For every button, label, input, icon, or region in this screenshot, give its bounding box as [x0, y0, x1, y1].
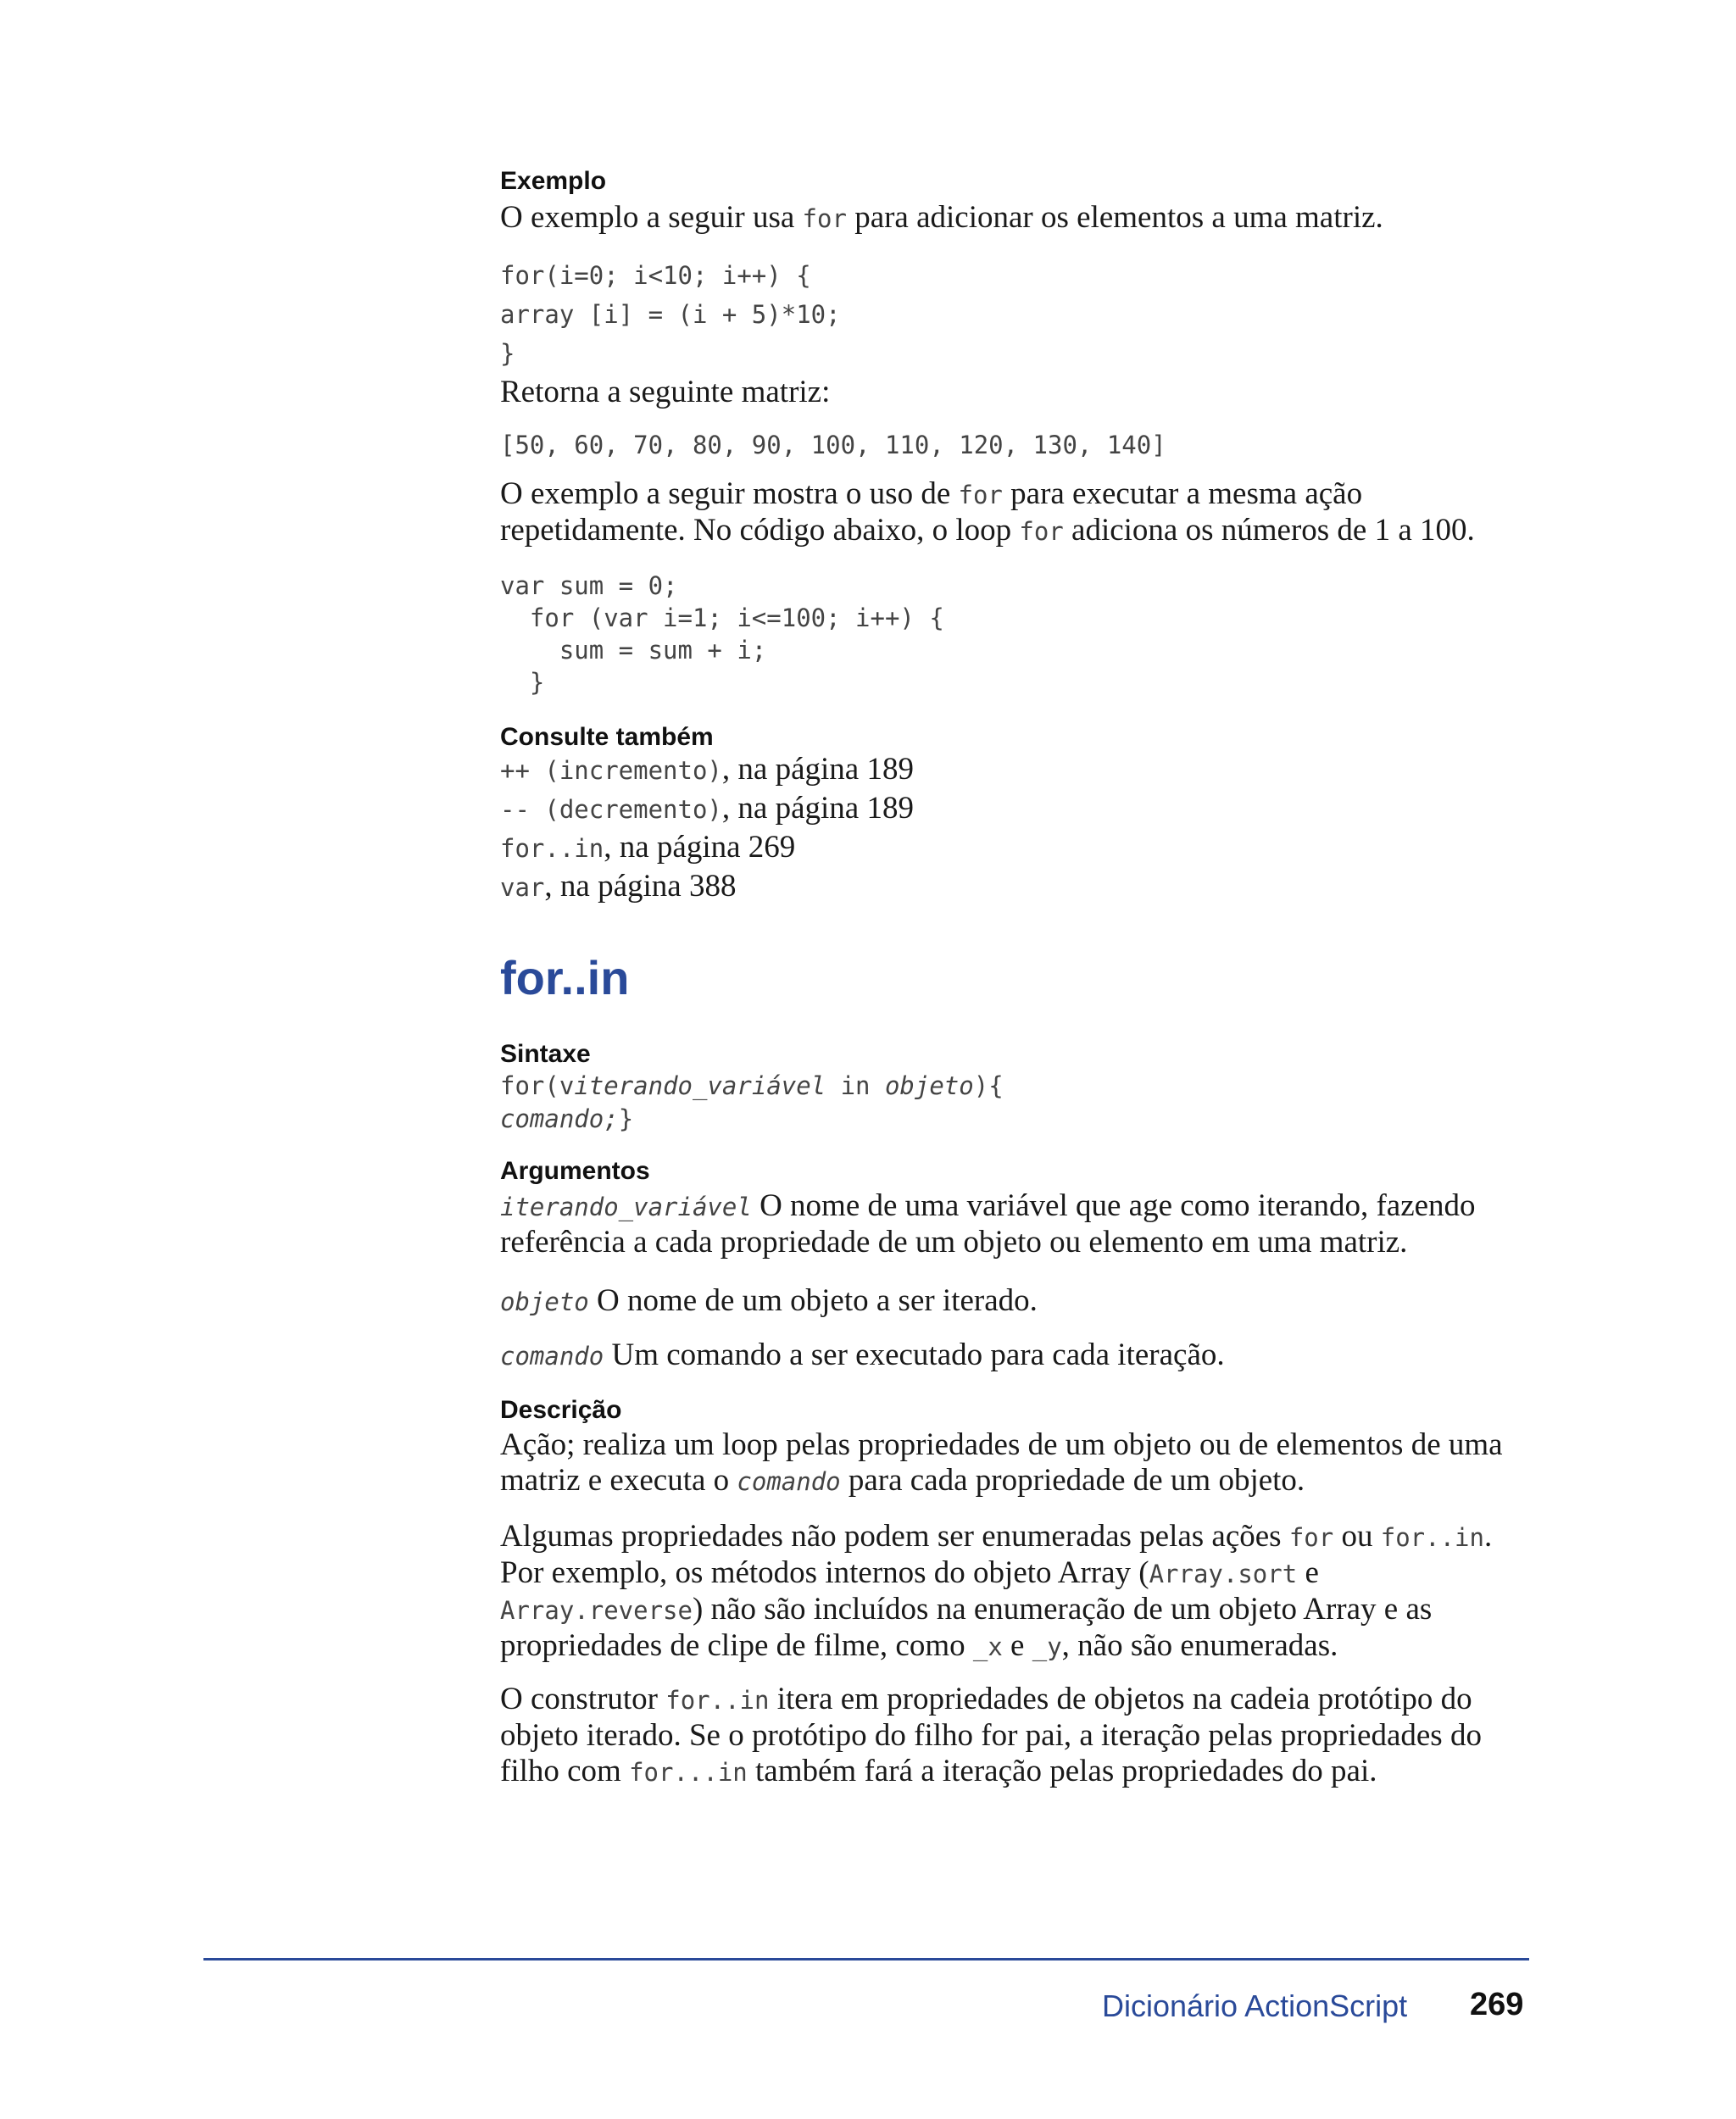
desc2-g: , não são enumeradas. [1061, 1628, 1338, 1663]
array-output-block [500, 431, 1526, 459]
sintaxe-heading-block [500, 1039, 1526, 1070]
syntax-obj: objeto [884, 1071, 974, 1100]
footer-rule [203, 1958, 1529, 1960]
sintaxe-heading: Sintaxe [500, 1040, 591, 1068]
ref-text: , na página 269 [604, 830, 796, 865]
ref-text: , na página 189 [721, 791, 914, 826]
para2-a: O exemplo a seguir mostra o uso de [500, 476, 959, 511]
ref-code[interactable]: var [500, 873, 545, 902]
para2-code2: for [1019, 517, 1064, 546]
section-title: for..in [500, 951, 630, 1004]
ref-code[interactable]: for..in [500, 834, 604, 863]
syntax-line-2 [500, 1103, 1526, 1136]
code2-line-4: } [500, 668, 545, 697]
syntax-close: } [618, 1104, 634, 1133]
desc2-code3: Array.sort [1149, 1560, 1298, 1588]
syntax-var: iterando_variável [574, 1071, 826, 1100]
ref-item[interactable] [500, 831, 1526, 870]
desc3-a: O construtor [500, 1682, 666, 1716]
desc2 [500, 1519, 1526, 1665]
exemplo-intro [500, 200, 1526, 236]
arg1-code: iterando_variável [500, 1193, 752, 1221]
exemplo-intro-after: para adicionar os elementos a uma matriz. [846, 200, 1383, 235]
desc1-b: para cada propriedade de um objeto. [840, 1463, 1305, 1498]
exemplo-intro-before: O exemplo a seguir usa [500, 200, 803, 235]
ref-item[interactable] [500, 792, 1526, 831]
desc3 [500, 1682, 1526, 1790]
desc3-b: itera em propriedades de objetos na cadeia protótipo do objeto iterado. Se o protótipo do filho for pai, a iteração pelas propriedades do filho com [500, 1682, 1482, 1788]
exemplo-heading: Exemplo [500, 167, 607, 195]
ref-text: , na página 388 [544, 869, 737, 904]
desc3-code1: for..in [665, 1686, 770, 1715]
desc2-code6: _y [1032, 1632, 1062, 1661]
arg1 [500, 1188, 1526, 1260]
exemplo-heading-block [500, 166, 1526, 197]
code2-line-2: for (var i=1; i<=100; i++) { [500, 603, 944, 632]
code2-line-1: var sum = 0; [500, 571, 678, 600]
syntax-in: in [826, 1071, 885, 1100]
syntax-end: ){ [973, 1071, 1004, 1100]
desc3-code2: for...in [629, 1758, 748, 1787]
arg2-text: O nome de um objeto a ser iterado. [588, 1283, 1038, 1318]
code1-line-3: } [500, 339, 515, 368]
desc2-code5: _x [972, 1632, 1003, 1661]
footer-title: Dicionário ActionScript [1102, 1988, 1408, 2023]
array-output: [50, 60, 70, 80, 90, 100, 110, 120, 130, 140] [500, 431, 1166, 459]
desc2-code1: for [1288, 1523, 1334, 1552]
descricao-heading-block [500, 1395, 1526, 1426]
desc2-b: ou [1333, 1519, 1381, 1554]
returns-text: Retorna a seguinte matriz: [500, 375, 831, 409]
syntax-line-1 [500, 1070, 1526, 1103]
syntax-cmd: comando; [500, 1104, 619, 1133]
code2-line-3: sum = sum + i; [500, 636, 767, 665]
forin-title-block [500, 951, 1526, 1005]
desc2-d: e [1297, 1555, 1319, 1590]
arg3-code: comando [500, 1342, 604, 1371]
ref-item[interactable] [500, 753, 1526, 792]
para2-b: para executar a mesma ação repetidamente. No código abaixo, o loop [500, 476, 1363, 548]
syntax-for: for(v [500, 1071, 575, 1100]
arg3-text: Um comando a ser executado para cada iteração. [604, 1338, 1225, 1372]
para2-c: adiciona os números de 1 a 100. [1063, 513, 1475, 548]
code-block-1 [500, 256, 1526, 373]
consulte-refs [500, 753, 1526, 909]
arg3 [500, 1338, 1526, 1374]
consulte-heading-block [500, 722, 1526, 753]
desc2-f: e [1002, 1628, 1032, 1663]
page-number: 269 [1470, 1987, 1524, 2022]
syntax-block [500, 1070, 1526, 1136]
descricao-heading: Descrição [500, 1396, 622, 1424]
desc1-a: Ação; realiza um loop pelas propriedades de um objeto ou de elementos de uma matriz e executa o [500, 1427, 1503, 1498]
desc2-e: ) não são incluídos na enumeração de um objeto Array e as propriedades de clipe de filme, como [500, 1592, 1433, 1663]
exemplo-para2 [500, 476, 1526, 549]
para2-code1: for [958, 481, 1003, 509]
returns-text-block [500, 375, 1526, 410]
ref-item[interactable] [500, 870, 1526, 909]
code-block-2 [500, 570, 1526, 698]
arg2-code: objeto [500, 1288, 589, 1316]
desc3-c: também fará a iteração pelas propriedades do pai. [747, 1754, 1377, 1788]
arg2 [500, 1283, 1526, 1320]
code1-line-2: array [i] = (i + 5)*10; [500, 300, 841, 329]
desc2-code4: Array.reverse [500, 1596, 693, 1625]
desc1-code: comando [737, 1467, 841, 1496]
exemplo-intro-code: for [802, 204, 847, 233]
ref-code[interactable]: -- (decremento) [500, 795, 722, 824]
consulte-heading: Consulte também [500, 723, 714, 751]
argumentos-heading: Argumentos [500, 1157, 650, 1185]
desc2-c: . Por exemplo, os métodos internos do objeto Array ( [500, 1519, 1493, 1590]
ref-text: , na página 189 [721, 752, 914, 787]
arg1-text: O nome de uma variável que age como iterando, fazendo referência a cada propriedade de um objeto ou elemento em uma matriz. [500, 1188, 1476, 1260]
desc2-code2: for..in [1380, 1523, 1484, 1552]
code1-line-1: for(i=0; i<10; i++) { [500, 261, 811, 290]
ref-code[interactable]: ++ (incremento) [500, 756, 722, 785]
desc2-a: Algumas propriedades não podem ser enumeradas pelas ações [500, 1519, 1289, 1554]
argumentos-heading-block [500, 1156, 1526, 1187]
desc1 [500, 1427, 1526, 1499]
